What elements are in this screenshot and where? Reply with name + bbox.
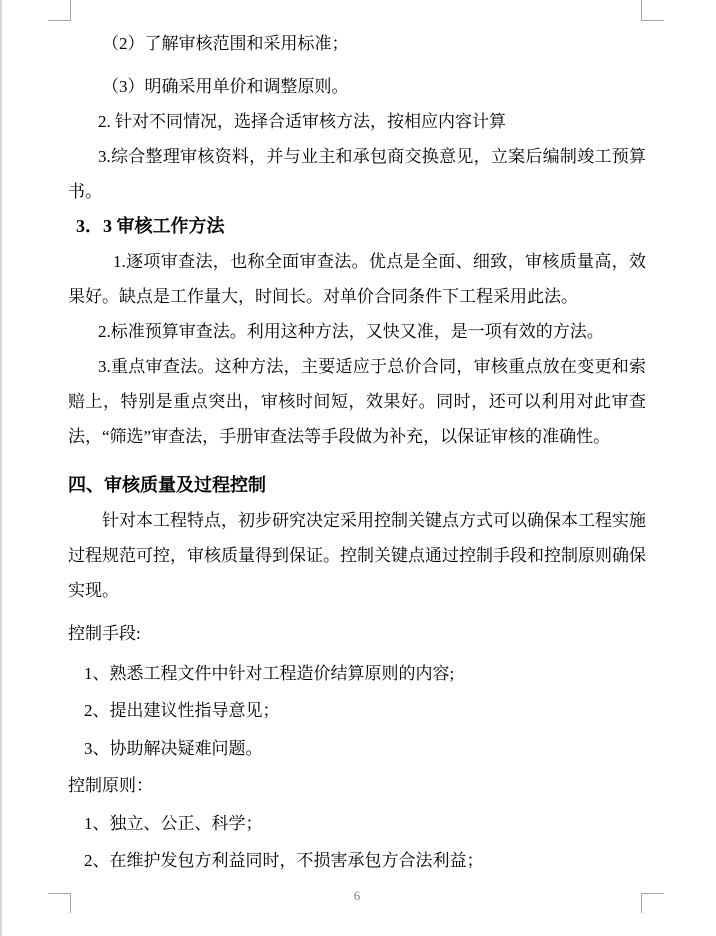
crop-mark-top-right-vertical — [641, 0, 642, 20]
paragraph-list-item: 1、独立、公正、科学； — [84, 814, 263, 833]
document-body — [68, 26, 646, 878]
paragraph-list-item: （3）明确采用单价和调整原则。 — [102, 77, 349, 96]
paragraph-list-item: 3、协助解决疑难问题。 — [84, 739, 263, 758]
paragraph-list-item: 2、在维护发包方利益同时，不损害承包方合法利益； — [84, 851, 484, 870]
label-control-rules: 控制原则： — [68, 776, 153, 795]
section-heading-4: 四、审核质量及过程控制 — [68, 475, 266, 495]
page-left-edge-line — [0, 0, 2, 936]
page-number: 6 — [353, 888, 361, 903]
crop-mark-top-left-vertical — [70, 0, 71, 20]
paragraph-method-2: 2.标准预算审查法。利用这种方法，又快又准，是一项有效的方法。 — [98, 322, 604, 341]
crop-mark-top-left-horizontal — [48, 20, 71, 21]
paragraph-method-3: 3.重点审查法。这种方法，主要适应于总价合同，审核重点放在变更和索赔上，特别是重点突出，审核时间短，效果好。同时，还可以利用对此审查法，“筛选”审查法，手册审查法等手段做为补充，以保证审核的准确性。 — [68, 357, 646, 446]
paragraph-list-item: （2）了解审核范围和采用标准； — [102, 34, 349, 53]
paragraph-list-item: 3.综合整理审核资料，并与业主和承包商交换意见，立案后编制竣工预算书。 — [68, 147, 646, 201]
paragraph-method-1: 1.逐项审查法，也称全面审查法。优点是全面、细致，审核质量高，效果好。缺点是工作量大，时间长。对单价合同条件下工程采用此法。 — [68, 252, 646, 306]
crop-mark-top-right-horizontal — [641, 20, 664, 21]
paragraph-list-item: 2、提出建议性指导意见； — [84, 701, 280, 720]
paragraph-list-item: 2. 针对不同情况，选择合适审核方法，按相应内容计算 — [98, 112, 506, 131]
section-heading-3-3: 3．3 审核工作方法 — [76, 216, 225, 236]
paragraph-body: 针对本工程特点，初步研究决定采用控制关键点方式可以确保本工程实施过程规范可控，审核质量得到保证。控制关键点通过控制手段和控制原则确保实现。 — [68, 511, 646, 600]
label-control-means: 控制手段: — [68, 624, 141, 643]
paragraph-list-item: 1、熟悉工程文件中针对工程造价结算原则的内容; — [84, 664, 455, 683]
